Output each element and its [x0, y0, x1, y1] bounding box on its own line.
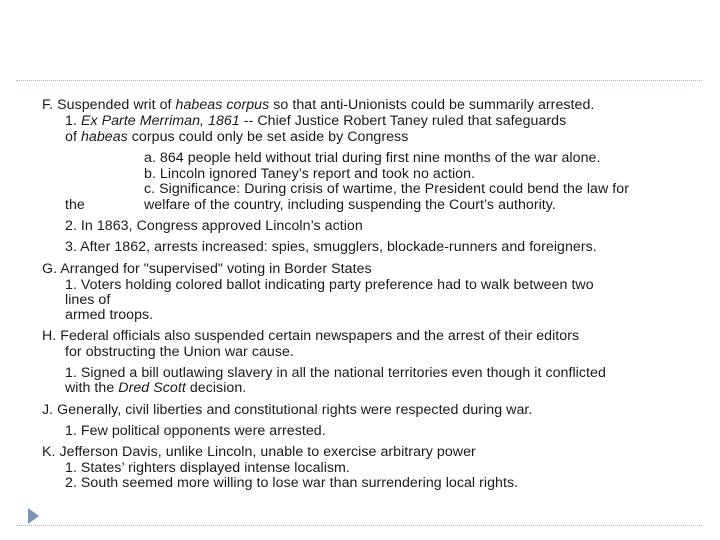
outline-subitem-h1: 1. Signed a bill outlawing slavery in all the national territories even though it conflicted [65, 365, 606, 381]
outline-subsubitem-c-cont: welfare of the country, including suspending the Court’s authority. [144, 197, 556, 213]
outline-subsubitem-b: b. Lincoln ignored Taney’s report and took no action. [144, 166, 476, 182]
outline-subitem-k1: 1. States’ righters displayed intense localism. [65, 460, 350, 476]
outline-subitem-g1-cont2: armed troops. [65, 307, 154, 323]
outline-item-h: H. Federal officials also suspended certain newspapers and the arrest of their editors [42, 328, 580, 344]
outline-subitem-g1-cont: lines of [65, 292, 111, 308]
outline-subitem-h1-cont: with the Dred Scott decision. [65, 380, 247, 396]
outline-item-h-cont: for obstructing the Union war cause. [65, 344, 294, 360]
outline-item-j: J. Generally, civil liberties and constitutional rights were respected during war. [42, 402, 533, 418]
outline-subitem-f2: 2. In 1863, Congress approved Lincoln’s action [65, 218, 363, 234]
outline-subitem-j1: 1. Few political opponents were arrested. [65, 423, 326, 439]
outline-subitem-f3: 3. After 1862, arrests increased: spies, smugglers, blockade-runners and foreigners. [65, 239, 597, 255]
outline-subitem-k2: 2. South seemed more willing to lose war than surrendering local rights. [65, 475, 519, 491]
outline-item-f: F. Suspended writ of habeas corpus so that anti-Unionists could be summarily arrested. [42, 97, 595, 113]
triangle-right-icon [28, 508, 39, 524]
outline-subsubitem-c: c. Significance: During crisis of wartime, the President could bend the law for [144, 181, 629, 197]
outline-subitem-f1: 1. Ex Parte Merriman, 1861 -- Chief Justice Robert Taney ruled that safeguards [65, 113, 567, 129]
outline-item-g: G. Arranged for "supervised" voting in Border States [42, 261, 372, 277]
outline-subsubitem-a: a. 864 people held without trial during first nine months of the war alone. [144, 150, 601, 166]
bottom-divider [16, 525, 702, 526]
top-divider [16, 80, 702, 81]
outline-subitem-g1: 1. Voters holding colored ballot indicating party preference had to walk between two [65, 277, 594, 293]
outline-subitem-f1-cont: of habeas corpus could only be set aside by Congress [65, 129, 409, 145]
outline-item-k: K. Jefferson Davis, unlike Lincoln, unable to exercise arbitrary power [42, 444, 476, 460]
outline-subsubitem-c-word: the [65, 197, 85, 213]
